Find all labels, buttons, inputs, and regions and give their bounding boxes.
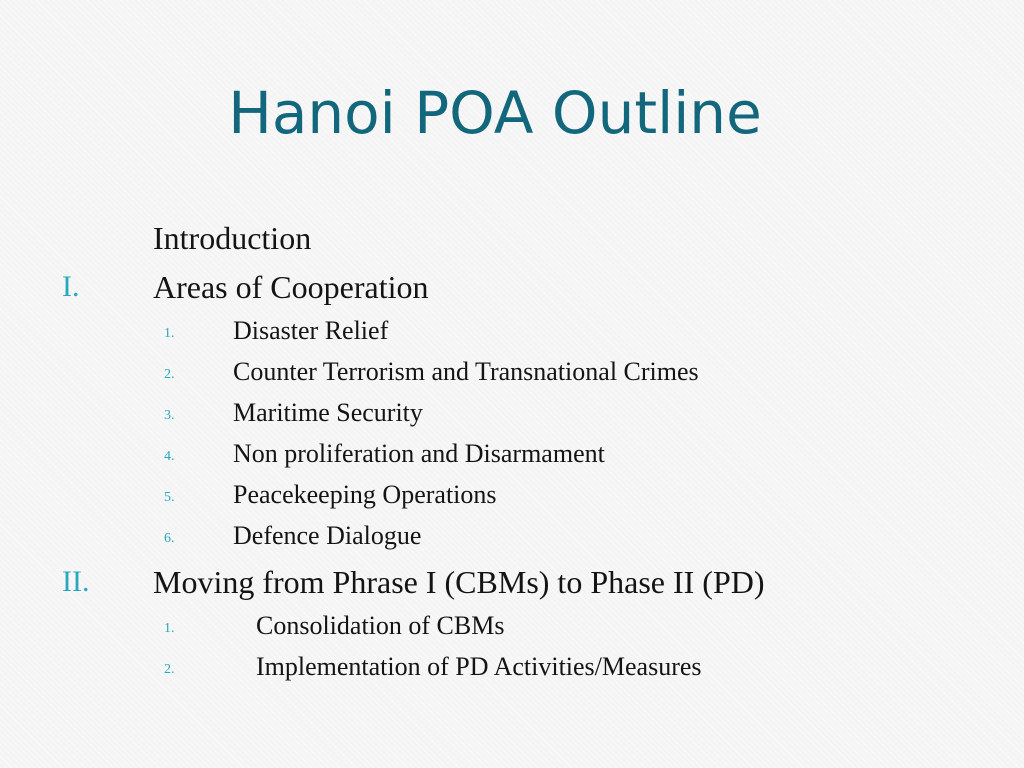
roman-numeral-marker: I. [62, 270, 80, 303]
number-marker: 3. [164, 408, 175, 423]
outline-subitem-label: Implementation of PD Activities/Measures [256, 652, 702, 681]
outline-section-label: Moving from Phrase I (CBMs) to Phase II (PD) [153, 564, 765, 600]
outline-subitem-label: Disaster Relief [233, 316, 389, 345]
outline-subitem-label: Peacekeeping Operations [233, 480, 497, 509]
outline-subitem-label: Non proliferation and Disarmament [233, 439, 605, 468]
number-marker: 5. [164, 490, 175, 505]
outline-subitem-label: Counter Terrorism and Transnational Crimes [233, 357, 699, 386]
slide-title: Hanoi POA Outline [228, 79, 762, 147]
outline-subitem-label: Maritime Security [233, 398, 423, 427]
outline-subitem-label: Consolidation of CBMs [256, 611, 505, 640]
number-marker: 4. [164, 449, 175, 464]
roman-numeral-marker: II. [62, 565, 90, 598]
number-marker: 1. [164, 621, 175, 636]
number-marker: 1. [164, 326, 175, 341]
number-marker: 6. [164, 531, 175, 546]
number-marker: 2. [164, 367, 175, 382]
number-marker: 2. [164, 662, 175, 677]
outline-section-label: Areas of Cooperation [153, 269, 429, 305]
outline-subitem-label: Defence Dialogue [233, 521, 422, 550]
outline-item-label: Introduction [153, 220, 312, 256]
